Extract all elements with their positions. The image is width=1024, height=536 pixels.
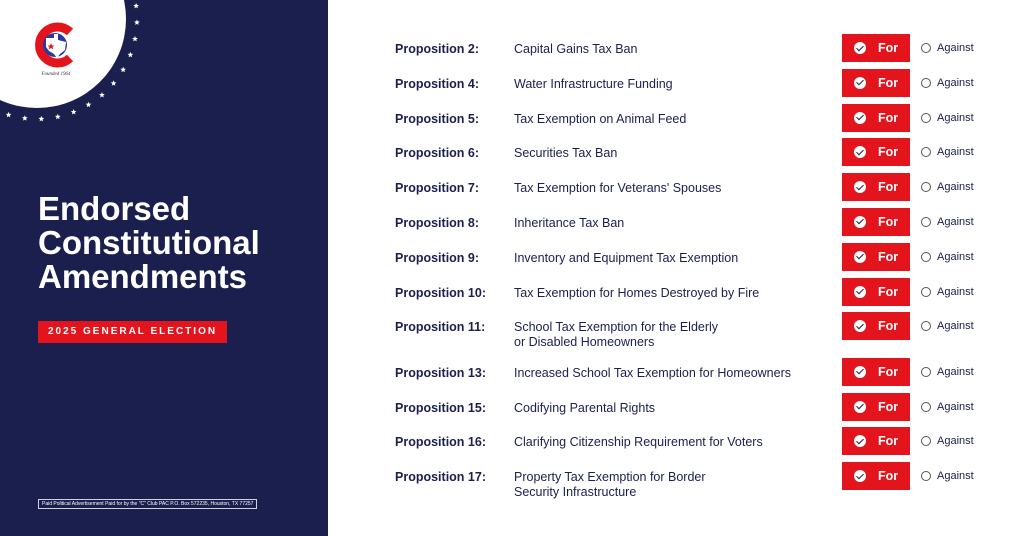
for-choice bbox=[842, 69, 910, 97]
election-badge: 2025 GENERAL ELECTION bbox=[38, 321, 227, 343]
radio-empty-icon bbox=[921, 402, 931, 412]
left-panel bbox=[0, 0, 328, 536]
check-circle-icon bbox=[854, 251, 866, 263]
proposition-row bbox=[395, 358, 995, 393]
proposition-label: Proposition 5: bbox=[395, 111, 480, 126]
check-circle-icon bbox=[854, 366, 866, 378]
for-choice bbox=[842, 358, 910, 386]
radio-empty-icon bbox=[921, 367, 931, 377]
for-label: For bbox=[878, 41, 899, 55]
proposition-description-line: Property Tax Exemption for Border bbox=[514, 470, 706, 485]
against-label: Against bbox=[937, 76, 974, 89]
paid-disclaimer: Paid Political Advertisement Paid for by the "C" Club PAC P.O. Box 572235, Houston, TX 77257 bbox=[38, 499, 257, 509]
for-label: For bbox=[878, 145, 899, 160]
against-label: Against bbox=[937, 146, 974, 159]
star-icon bbox=[132, 36, 138, 41]
for-label: For bbox=[878, 399, 899, 414]
proposition-row bbox=[395, 462, 995, 508]
proposition-description bbox=[514, 401, 834, 416]
for-label: For bbox=[878, 364, 899, 379]
star-icon bbox=[6, 112, 12, 117]
proposition-label: Proposition 6: bbox=[395, 146, 480, 161]
proposition-description bbox=[514, 320, 834, 350]
proposition-description-line: Increased School Tax Exemption for Homeowners bbox=[514, 365, 791, 380]
proposition-description-line: Tax Exemption for Homes Destroyed by Fire bbox=[514, 285, 760, 300]
proposition-description bbox=[514, 366, 834, 381]
proposition-description bbox=[514, 286, 834, 301]
for-choice bbox=[842, 427, 910, 455]
star-icon bbox=[99, 92, 105, 97]
against-label: Against bbox=[937, 320, 974, 333]
radio-empty-icon bbox=[921, 147, 931, 157]
against-choice bbox=[921, 216, 974, 228]
for-choice bbox=[842, 312, 910, 340]
proposition-row bbox=[395, 243, 995, 278]
check-circle-icon bbox=[854, 320, 866, 332]
proposition-row bbox=[395, 427, 995, 462]
for-label: For bbox=[878, 249, 899, 264]
radio-empty-icon bbox=[921, 436, 931, 446]
proposition-label: Proposition 10: bbox=[395, 285, 486, 300]
radio-empty-icon bbox=[921, 252, 931, 262]
star-icon bbox=[71, 109, 77, 114]
proposition-description-line: Inheritance Tax Ban bbox=[514, 215, 625, 230]
for-label: For bbox=[878, 469, 899, 484]
against-label: Against bbox=[937, 285, 974, 298]
check-circle-icon bbox=[854, 181, 866, 193]
proposition-row bbox=[395, 278, 995, 313]
star-icon bbox=[120, 67, 126, 72]
check-circle-icon bbox=[854, 146, 866, 158]
proposition-row bbox=[395, 208, 995, 243]
check-circle-icon bbox=[854, 42, 866, 54]
for-label: For bbox=[878, 319, 899, 334]
against-choice bbox=[921, 286, 974, 298]
radio-empty-icon bbox=[921, 43, 931, 53]
proposition-description-line: or Disabled Homeowners bbox=[514, 335, 655, 350]
for-label: For bbox=[878, 434, 899, 449]
proposition-description bbox=[514, 112, 834, 127]
against-label: Against bbox=[937, 435, 974, 448]
proposition-description bbox=[514, 146, 834, 161]
against-label: Against bbox=[937, 181, 974, 194]
star-icon bbox=[22, 115, 28, 120]
against-choice bbox=[921, 77, 974, 89]
proposition-label: Proposition 7: bbox=[395, 181, 480, 196]
proposition-row bbox=[395, 393, 995, 428]
for-choice bbox=[842, 278, 910, 306]
texas-c-club-logo-icon bbox=[30, 20, 80, 70]
against-label: Against bbox=[937, 250, 974, 263]
star-icon bbox=[133, 3, 139, 8]
for-label: For bbox=[878, 110, 899, 125]
star-icon bbox=[111, 80, 117, 85]
against-label: Against bbox=[937, 111, 974, 124]
proposition-description-line: Inventory and Equipment Tax Exemption bbox=[514, 250, 739, 265]
for-choice bbox=[842, 34, 910, 62]
against-label: Against bbox=[937, 42, 974, 54]
proposition-description bbox=[514, 181, 834, 196]
star-icon bbox=[128, 52, 134, 57]
for-label: For bbox=[878, 284, 899, 299]
check-circle-icon bbox=[854, 112, 866, 124]
check-circle-icon bbox=[854, 435, 866, 447]
against-choice bbox=[921, 401, 974, 413]
against-choice bbox=[921, 470, 974, 482]
for-label: For bbox=[878, 75, 899, 90]
against-label: Against bbox=[937, 365, 974, 378]
proposition-description bbox=[514, 216, 834, 231]
proposition-row bbox=[395, 69, 995, 104]
proposition-description bbox=[514, 42, 834, 57]
for-choice bbox=[842, 138, 910, 166]
against-choice bbox=[921, 251, 974, 263]
for-choice bbox=[842, 104, 910, 132]
proposition-list bbox=[395, 34, 995, 508]
check-circle-icon bbox=[854, 216, 866, 228]
proposition-label: Proposition 9: bbox=[395, 250, 480, 265]
proposition-description-line: Tax Exemption on Animal Feed bbox=[514, 111, 687, 126]
proposition-row bbox=[395, 104, 995, 139]
for-choice bbox=[842, 393, 910, 421]
against-label: Against bbox=[937, 215, 974, 228]
for-choice bbox=[842, 462, 910, 490]
check-circle-icon bbox=[854, 286, 866, 298]
check-circle-icon bbox=[854, 401, 866, 413]
check-circle-icon bbox=[854, 470, 866, 482]
radio-empty-icon bbox=[921, 321, 931, 331]
proposition-description bbox=[514, 470, 834, 500]
proposition-description-line: Security Infrastructure bbox=[514, 485, 637, 500]
proposition-label: Proposition 8: bbox=[395, 215, 480, 230]
proposition-row bbox=[395, 312, 995, 358]
star-icon bbox=[86, 102, 92, 107]
radio-empty-icon bbox=[921, 182, 931, 192]
proposition-label: Proposition 4: bbox=[395, 76, 480, 91]
radio-empty-icon bbox=[921, 287, 931, 297]
star-icon bbox=[55, 114, 61, 119]
star-icon bbox=[39, 116, 45, 121]
proposition-description-line: Water Infrastructure Funding bbox=[514, 76, 673, 91]
for-choice bbox=[842, 173, 910, 201]
proposition-label: Proposition 15: bbox=[395, 400, 486, 415]
proposition-description bbox=[514, 251, 834, 266]
proposition-description-line: Securities Tax Ban bbox=[514, 146, 618, 161]
against-choice bbox=[921, 146, 974, 158]
radio-empty-icon bbox=[921, 471, 931, 481]
for-label: For bbox=[878, 214, 899, 229]
proposition-label: Proposition 11: bbox=[395, 320, 486, 335]
proposition-row bbox=[395, 34, 995, 69]
against-choice bbox=[921, 320, 974, 332]
proposition-description bbox=[514, 435, 834, 450]
proposition-row bbox=[395, 138, 995, 173]
for-choice bbox=[842, 243, 910, 271]
proposition-label: Proposition 2: bbox=[395, 42, 480, 56]
proposition-description-line: School Tax Exemption for the Elderly bbox=[514, 320, 719, 335]
for-choice bbox=[842, 208, 910, 236]
against-choice bbox=[921, 112, 974, 124]
proposition-label: Proposition 16: bbox=[395, 435, 486, 450]
proposition-label: Proposition 13: bbox=[395, 365, 486, 380]
proposition-description-line: Capital Gains Tax Ban bbox=[514, 42, 638, 56]
star-icon bbox=[134, 19, 140, 24]
proposition-label: Proposition 17: bbox=[395, 470, 486, 485]
radio-empty-icon bbox=[921, 113, 931, 123]
radio-empty-icon bbox=[921, 217, 931, 227]
page-title: Endorsed Constitutional Amendments bbox=[38, 190, 260, 295]
check-circle-icon bbox=[854, 77, 866, 89]
against-choice bbox=[921, 42, 974, 54]
proposition-description-line: Clarifying Citizenship Requirement for Voters bbox=[514, 435, 763, 450]
radio-empty-icon bbox=[921, 78, 931, 88]
logo-founded-text: Founded 1964 bbox=[41, 72, 71, 77]
proposition-description-line: Codifying Parental Rights bbox=[514, 400, 656, 415]
proposition-row bbox=[395, 173, 995, 208]
against-choice bbox=[921, 435, 974, 447]
against-choice bbox=[921, 366, 974, 378]
for-label: For bbox=[878, 180, 899, 195]
proposition-description bbox=[514, 77, 834, 92]
against-choice bbox=[921, 181, 974, 193]
against-label: Against bbox=[937, 400, 974, 413]
proposition-description-line: Tax Exemption for Veterans' Spouses bbox=[514, 181, 722, 196]
against-label: Against bbox=[937, 470, 974, 483]
